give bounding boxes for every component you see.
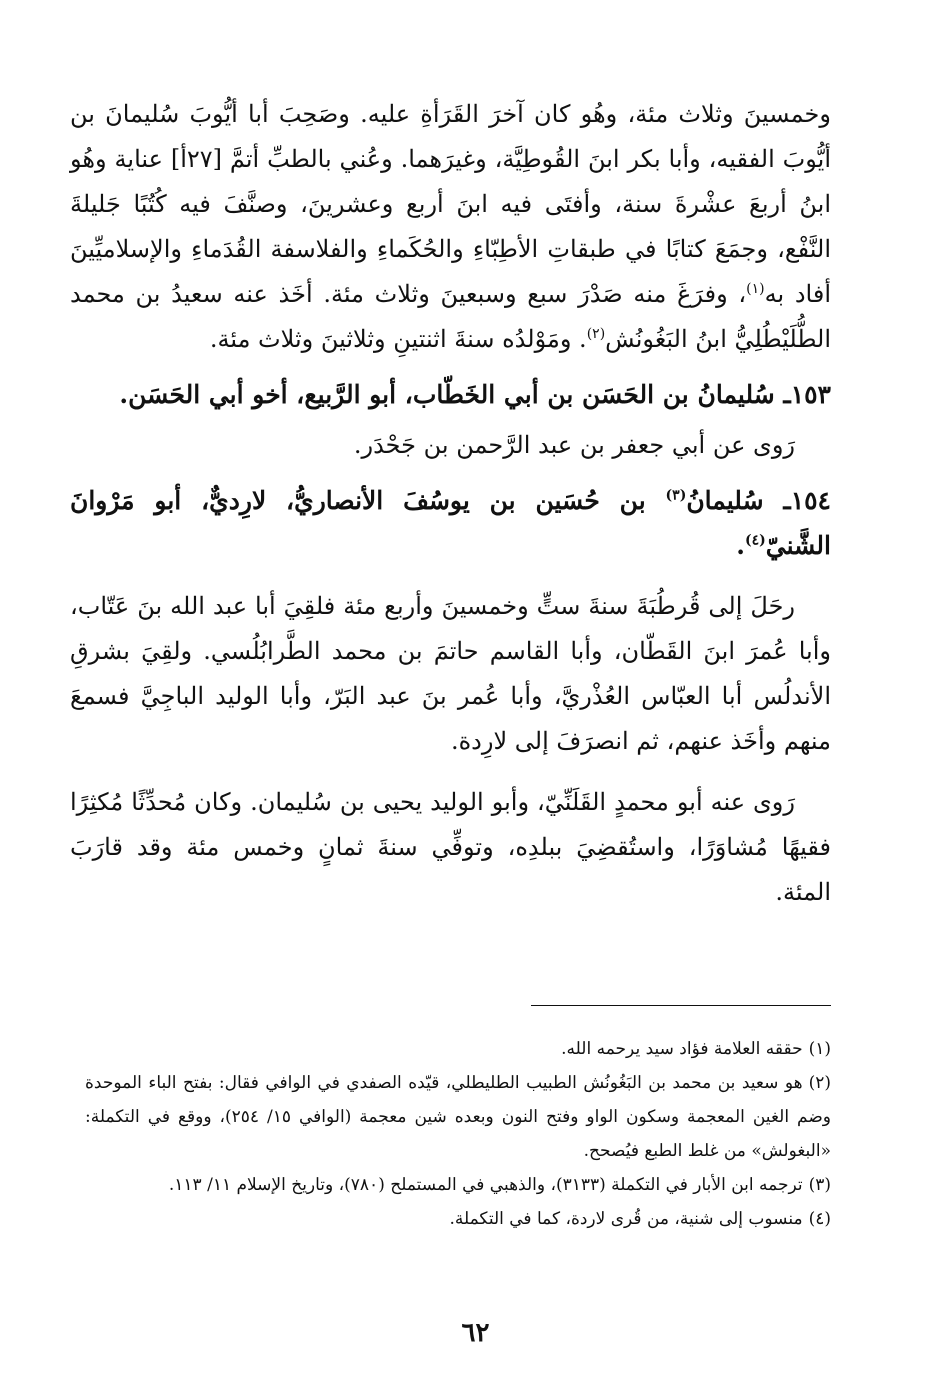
entry-154-heading [70,478,831,568]
footnote-text: هو سعيد بن محمد بن البَغُونُش الطبيب الطليطلي، قيّده الصفدي في الوافي فقال: بفتح الباء الموحدة وضم الغين المعجمة وسكون الواو وفتح النون وبعده شين معجمة (الوافي ١٥/ ٢٥٤)، ووقع في التكملة: «البغولش» من غلط الطبع فيُصحح. [85,1073,831,1161]
entry-154-paragraph-2: رَوى عنه أبو محمدٍ القَلَنِّيّ، وأبو الوليد يحيى بن سُليمان. وكان مُحدِّثًا مُكثِرًا فقيهًا مُشاوَرًا، واستُقضِيَ ببلدِه، وتوفِّي سنةَ ثمانٍ وخمس مئة وقد قارَبَ المئة. [70,788,831,906]
entry-153-text: رَوى عن أبي جعفر بن عبد الرَّحمن بن جَحْدَر. [353,431,795,459]
footnote-number: (٢) [808,1073,831,1093]
entry-154-end: . [736,531,745,560]
footnote-text: منسوب إلى شنية، من قُرى لاردة، كما في التكملة. [449,1209,803,1229]
paragraph-text: . ومَوْلدُه سنةَ اثنتينِ وثلاثينَ وثلاث مئة. [209,325,587,353]
footnote-text: ترجمه ابن الأبار في التكملة (٣١٣٣)، والذهبي في المستملح (٧٨٠)، وتاريخ الإسلام ١١/ ١١٣. [168,1175,803,1195]
paragraph-continuation [70,92,831,362]
footnote-number: (٤) [808,1209,831,1229]
footnote-number: (١) [808,1039,831,1059]
paragraph-text: وخمسينَ وثلاث مئة، وهُو كان آخرَ القَرَأةِ عليه. وصَحِبَ أبا أيُّوبَ سُليمانَ بن أيُّوبَ الفقيه، وأبا بكر ابنَ القُوطِيَّة، وغيرَهما. وعُني بالطبِّ أتمَّ [٢٧أ] عناية وهُو ابنُ أربعَ عشْرةَ سنة، وأفتَى فيه ابنَ أربع وعشرينَ، وصنَّفَ فيه كُتُبًا جَليلةَ النَّفْع، وجمَعَ كتابًا في طبقاتِ الأطِبّاءِ والحُكَماءِ والفلاسفة القُدَماءِ والإسلاميِّينَ أفاد به [70,100,831,308]
footnote [85,1168,831,1202]
paragraph-text: ، وفرَغَ منه صَدْرَ سبع وسبعينَ وثلاث مئة. أخَذ عنه سعيدُ بن محمد الطُّلَيْطُلِيُّ ابنُ البَغُونُش [70,280,831,353]
entry-154-name: ١٥٤ـ سُليمانُ [686,486,831,515]
footnote-ref: (٢) [586,326,606,342]
footnote [85,1202,831,1236]
entry-154-paragraph-1: رحَلَ إلى قُرطُبَةَ سنةَ ستٍّ وخمسينَ وأربع مئة فلقِيَ أبا عبد الله بنَ عَتّاب، وأبا عُمرَ ابنَ القَطّان، وأبا القاسم حاتمَ بن محمد الطَّرابُلُسي. ولقِيَ بشرقِ الأندلُس أبا العبّاس العُذْريَّ، وأبا عُمر بنَ عبد البَرّ، وأبا الوليد الباجِيَّ فسمعَ منهم وأخَذ عنهم، ثم انصرَفَ إلى لارِدة. [70,592,831,755]
footnote-ref: (٣) [665,487,687,504]
footnotes [85,1032,831,1236]
footnote-separator [531,1005,831,1006]
footnote-text: حققه العلامة فؤاد سيد يرحمه الله. [561,1039,803,1059]
footnote-number: (٣) [808,1175,831,1195]
footnote-ref: (٤) [744,532,766,549]
footnote-ref: (١) [746,281,765,297]
entry-153-heading: ١٥٣ـ سُليمانُ بن الحَسَن بن أبي الخَطّاب، أبو الرَّبيع، أخو أبي الحَسَن. [119,380,831,409]
page-number: ٦٢ [461,1318,490,1348]
footnote [85,1066,831,1168]
main-text [70,92,831,915]
footnote [85,1032,831,1066]
entry-154-lineage: بن حُسَين بن يوسُفَ الأنصاريُّ، لارِديٌّ، أبو مَرْوانَ الشَّنيّ [70,486,831,560]
